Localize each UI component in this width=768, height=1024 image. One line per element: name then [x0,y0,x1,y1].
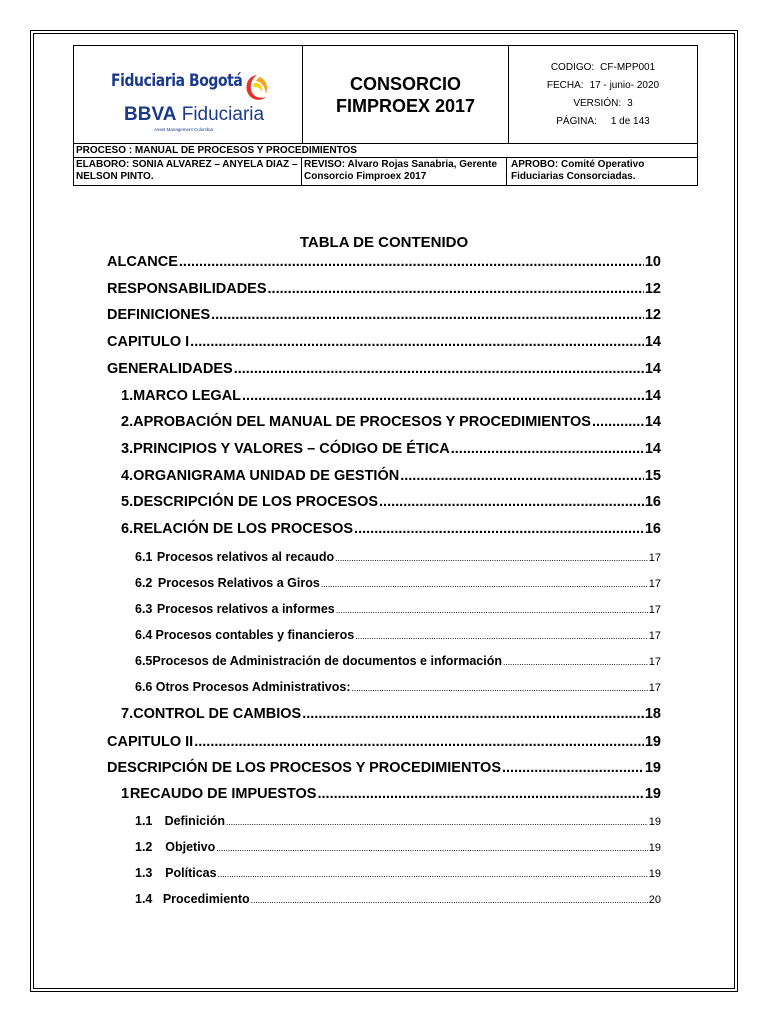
toc-dot-leader [336,605,648,615]
toc-entry-number: 6.6 [135,680,153,694]
toc-entry-label: RESPONSABILIDADES [107,280,267,297]
toc-dot-leader [321,579,648,589]
toc-dot-leader [218,869,648,879]
toc-entry[interactable] [135,654,661,668]
toc-entry-page: 16 [644,494,661,511]
toc-dot-leader [234,361,644,377]
meta-codigo: CODIGO: CF-MPP001 [550,61,656,73]
toc-dot-leader [226,817,648,827]
toc-entry-page: 17 [648,604,661,616]
title-line-2: FIMPROEX 2017 [335,95,476,116]
toc-dot-leader [317,786,643,802]
toc-entry-label: ORGANIGRAMA UNIDAD DE GESTIÓN [133,467,400,484]
toc-dot-leader [194,734,644,750]
toc-dot-leader [216,843,647,853]
toc-entry-number: 2. [121,414,134,431]
toc-entry[interactable] [135,576,661,590]
toc-dot-leader [400,468,644,484]
toc-entry-label: Procesos relativos a informes [156,602,335,616]
toc-entry-page: 16 [644,521,661,537]
toc-entry[interactable] [121,521,661,537]
toc-entry[interactable] [121,414,661,430]
proceso-row: PROCESO : MANUAL DE PROCESOS Y PROCEDIMIENTOS [74,144,697,158]
toc-dot-leader [502,760,644,776]
elaboro-cell: ELABORO: SONIA ALVAREZ – ANYELA DIAZ – NELSON PINTO. [74,158,302,185]
meta-fecha: FECHA: 17 - junio- 2020 [546,79,660,91]
toc-entry-label: DEFINICIONES [107,307,211,324]
toc-entry-label: RECAUDO DE IMPUESTOS [129,786,317,802]
toc-dot-leader [335,553,648,563]
toc-entry[interactable] [135,550,661,564]
toc-entry-label: Objetivo [165,840,216,854]
toc-entry-page: 17 [648,682,661,694]
toc-dot-leader [211,307,644,323]
toc-entry-label: Definición [164,814,225,828]
toc-entry-page: 15 [644,467,661,484]
toc-entry-label: APROBACIÓN DEL MANUAL DE PROCESOS Y PROCEDIMIENTOS [133,414,591,431]
toc-entry-page: 14 [644,440,661,457]
toc-entry[interactable] [121,706,661,722]
toc-dot-leader [268,281,644,297]
signatures-row [74,158,697,185]
logo-swirl-icon [244,73,270,103]
toc-entry-number: 5. [121,494,134,511]
toc-entry-number: 6.2 [135,576,153,590]
toc-entry[interactable] [135,866,661,880]
toc-entry-page: 14 [644,334,661,351]
toc-entry-number: 6.3 [135,602,153,616]
toc-entry-page: 17 [648,630,661,642]
toc-entry-label: ALCANCE [107,254,178,270]
toc-entry-label: CAPITULO II [107,734,194,750]
document-meta-cell [509,46,697,143]
toc-entry-label: Procesos contables y financieros [155,628,355,642]
logo-bbva-fiduciaria: BBVA Fiduciaria [124,104,265,125]
toc-entry-page: 19 [648,868,661,880]
toc-dot-leader [355,631,648,641]
toc-entry-label: CONTROL DE CAMBIOS [133,706,302,722]
toc-entry-page: 19 [644,786,661,802]
toc-entry[interactable] [107,254,661,270]
reviso-cell: REVISO: Alvaro Rojas Sanabria, Gerente Consorcio Fimproex 2017 [302,158,507,185]
toc-entry-label: PRINCIPIOS Y VALORES – CÓDIGO DE ÉTICA [133,440,450,457]
toc-entry-label: Procesos Relativos a Giros [157,576,320,590]
toc-entry-page: 12 [644,280,661,297]
toc-entry-page: 14 [644,360,661,377]
toc-entry-number: 1.3 [135,866,153,880]
toc-entry[interactable] [107,334,661,350]
document-header-table [73,45,698,186]
toc-entry-label: Procesos relativos al recaudo [156,550,335,564]
logo-subtitle: Asset Management Colombia [154,127,214,132]
toc-entry-number: 1.4 [135,892,153,906]
toc-entry-number: 1 [121,786,130,802]
toc-entry-number: 6.1 [135,550,153,564]
toc-entry-page: 20 [648,894,661,906]
toc-entry-label: MARCO LEGAL [133,387,242,404]
meta-pagina: PÁGINA: 1 de 143 [556,115,650,127]
toc-entry-number: 1.1 [135,814,153,828]
toc-entry-page: 17 [648,552,661,564]
toc-entry-number: 6.5 [135,654,153,668]
toc-entry[interactable] [107,734,661,750]
aprobo-cell: APROBO: Comité Operativo Fiduciarias Consorciadas. [511,159,645,182]
toc-entry[interactable] [121,388,661,404]
toc-entry[interactable] [107,361,661,377]
toc-entry-label: DESCRIPCIÓN DE LOS PROCESOS Y PROCEDIMIENTOS [107,760,501,776]
toc-entry-page: 12 [644,307,661,324]
toc-entry-page: 19 [648,816,661,828]
toc-entry[interactable] [121,786,661,802]
toc-entry-page: 19 [644,760,661,776]
toc-entry-label: DESCRIPCIÓN DE LOS PROCESOS [133,494,379,511]
toc-entry-label: Otros Procesos Administrativos: [155,680,351,694]
toc-entry[interactable] [107,281,661,297]
toc-entry-number: 1. [121,387,134,404]
toc-entry[interactable] [135,680,661,694]
toc-entry-page: 19 [644,734,661,750]
toc-dot-leader [302,706,644,722]
toc-entry-number: 6.4 [135,628,153,642]
document-title-cell [303,46,509,143]
toc-entry[interactable] [121,468,661,484]
logo-fiduciaria-bogota: Fiduciaria Bogotá [111,71,243,91]
toc-entry-page: 17 [648,578,661,590]
toc-dot-leader [190,334,644,350]
toc-dot-leader [352,683,648,693]
toc-entry-number: 3. [121,440,134,457]
toc-dot-leader [354,521,644,537]
toc-entry-label: GENERALIDADES [107,360,233,377]
toc-entry[interactable] [107,307,661,323]
title-line-1: CONSORCIO [349,73,461,94]
toc-entry-number: 4. [121,467,134,484]
toc-entry-page: 18 [644,706,661,722]
toc-entry-label: Procedimiento [162,892,250,906]
toc-entry[interactable] [135,628,661,642]
meta-version: VERSIÓN: 3 [573,97,633,109]
toc-dot-leader [251,895,648,905]
toc-entry[interactable] [121,441,661,457]
toc-entry-label: CAPITULO I [107,334,190,351]
toc-entry-label: Procesos de Administración de documentos e información [152,654,502,668]
toc-entry[interactable] [135,814,661,828]
toc-entry-page: 19 [648,842,661,854]
toc-entry-label: Políticas [165,866,217,880]
toc-entry-page: 14 [644,414,661,431]
toc-entry-number: 6. [121,521,134,537]
toc-dot-leader [242,388,644,404]
toc-entry[interactable] [107,760,661,776]
toc-entry[interactable] [135,602,661,616]
toc-entry-page: 17 [648,656,661,668]
toc-entry-page: 10 [644,254,661,270]
toc-entry[interactable] [121,494,661,510]
toc-entry[interactable] [135,892,661,906]
toc-entry-number: 7. [121,706,134,722]
toc-dot-leader [379,494,644,510]
toc-entry-label: RELACIÓN DE LOS PROCESOS [133,521,354,537]
toc-entry-number: 1.2 [135,840,153,854]
toc-entry[interactable] [135,840,661,854]
toc-dot-leader [592,414,644,430]
toc-dot-leader [451,441,644,457]
toc-dot-leader [503,657,648,667]
header-top-row [74,46,697,144]
toc-title: TABLA DE CONTENIDO [299,234,469,251]
logo-cell [74,46,303,143]
toc-entry-page: 14 [644,387,661,404]
toc-dot-leader [179,254,644,270]
